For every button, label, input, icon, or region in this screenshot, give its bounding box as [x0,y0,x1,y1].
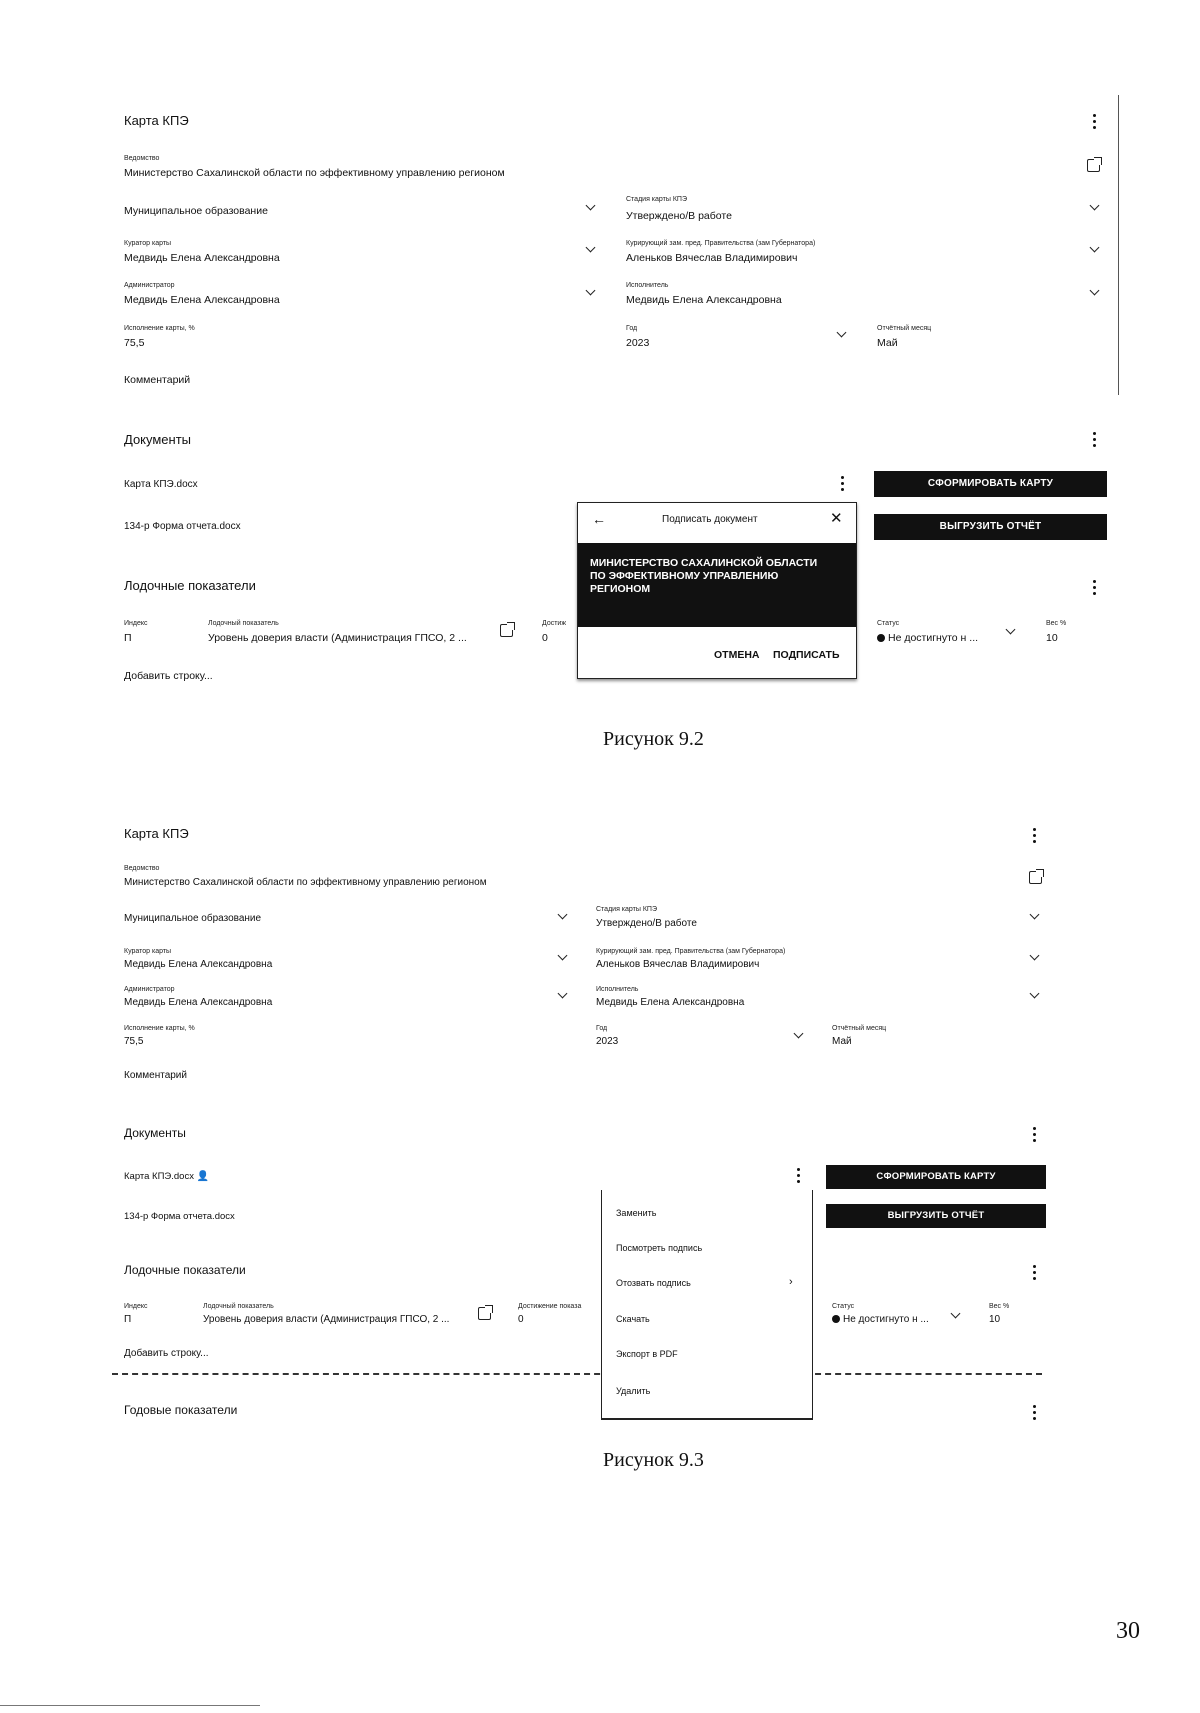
year-label: Год [596,1025,608,1032]
municipality-field[interactable]: Муниципальное образование [124,913,262,924]
col-status-header: Статус [877,620,900,627]
month-value[interactable]: Май [832,1036,852,1047]
doc-menu-icon[interactable] [841,476,844,494]
menu-item-replace[interactable]: Заменить [616,1208,657,1218]
indicators-title: Лодочные показатели [124,578,256,593]
stage-value[interactable]: Утверждено/В работе [626,210,732,222]
col-achieve-header: Достижение показа [518,1303,582,1310]
add-row-link[interactable]: Добавить строку... [124,670,213,682]
curator-value[interactable]: Медвидь Елена Александровна [124,252,280,264]
documents-title: Документы [124,432,192,447]
cell-weight: 10 [989,1314,1001,1325]
stage-label: Стадия карты КПЭ [626,196,687,203]
section-divider [112,1373,1042,1375]
year-value[interactable]: 2023 [626,337,650,349]
col-status-header: Статус [832,1303,855,1310]
month-value[interactable]: Май [877,337,898,349]
doc-item[interactable]: 134-р Форма отчета.docx [124,1211,235,1222]
form-card-button[interactable]: СФОРМИРОВАТЬ КАРТУ [826,1165,1046,1189]
col-weight-header: Вес % [1046,620,1067,627]
curator-value[interactable]: Медвидь Елена Александровна [124,959,273,970]
open-external-icon[interactable] [500,624,513,637]
annual-indicators-title: Годовые показатели [124,1403,238,1417]
col-index-header: Индекс [124,620,148,627]
curator-label: Куратор карты [124,240,172,247]
chevron-down-icon[interactable] [1091,244,1098,251]
col-achieve-header: Достиж [542,620,567,627]
chevron-down-icon[interactable] [838,329,845,336]
doc-item[interactable]: Карта КПЭ.docx 👤 [124,1171,210,1182]
col-index-header: Индекс [124,1303,148,1310]
admin-value[interactable]: Медвидь Елена Александровна [124,997,273,1008]
month-label: Отчётный месяц [877,325,932,332]
documents-title: Документы [124,1126,186,1140]
chevron-down-icon[interactable] [559,952,566,959]
open-external-icon[interactable] [1029,871,1042,884]
status-dot-icon [832,1315,840,1323]
dialog-title: Подписать документ [662,514,758,525]
documents-menu-icon[interactable] [1093,432,1096,450]
deputy-value[interactable]: Аленьков Вячеслав Владимирович [596,959,760,970]
menu-item-export-pdf[interactable]: Экспорт в PDF [616,1349,678,1359]
card-title: Карта КПЭ [124,113,189,128]
form-card-button[interactable]: СФОРМИРОВАТЬ КАРТУ [874,471,1107,497]
vedomstvo-label: Ведомство [124,865,160,872]
card-menu-icon[interactable] [1033,828,1036,846]
certificate-org: МИНИСТЕРСТВО САХАЛИНСКОЙ ОБЛАСТИ ПО ЭФФЕКТИВНОМУ УПРАВЛЕНИЮ РЕГИОНОМ [590,557,818,595]
doc-item[interactable]: Карта КПЭ.docx [124,479,198,490]
chevron-down-icon[interactable] [559,990,566,997]
card-title: Карта КПЭ [124,826,189,841]
executor-label: Исполнитель [626,282,669,289]
user-sign-icon: 👤 [196,1171,210,1182]
executor-value[interactable]: Медвидь Елена Александровна [626,294,782,306]
cell-index: П [124,1314,132,1325]
stage-value[interactable]: Утверждено/В работе [596,918,697,929]
chevron-down-icon[interactable] [1031,952,1038,959]
completion-label: Исполнение карты, % [124,1025,195,1032]
chevron-down-icon[interactable] [1031,911,1038,918]
stage-label: Стадия карты КПЭ [596,906,657,913]
sign-dialog [577,502,857,679]
close-icon[interactable]: ✕ [830,510,843,527]
chevron-down-icon[interactable] [1091,202,1098,209]
col-indicator-header: Лодочный показатель [208,620,279,627]
chevron-down-icon[interactable] [795,1030,802,1037]
chevron-down-icon[interactable] [952,1310,959,1317]
chevron-right-icon: › [789,1276,793,1288]
cell-weight: 10 [1046,632,1058,644]
figure-caption: Рисунок 9.3 [603,1449,704,1471]
export-report-button[interactable]: ВЫГРУЗИТЬ ОТЧЁТ [826,1204,1046,1228]
scan-edge-line [0,1705,260,1706]
cell-status[interactable]: Не достигнуто н ... [832,1314,929,1325]
cancel-button[interactable]: ОТМЕНА [714,649,760,661]
cell-index: П [124,632,132,644]
col-weight-header: Вес % [989,1303,1010,1310]
cell-status[interactable]: Не достигнуто н ... [877,632,978,644]
doc-item[interactable]: 134-р Форма отчета.docx [124,521,241,532]
completion-value: 75,5 [124,1036,144,1047]
year-value[interactable]: 2023 [596,1036,619,1047]
vedomstvo-value: Министерство Сахалинской области по эффективному управлению регионом [124,877,487,888]
cell-achieve: 0 [518,1314,524,1325]
menu-item-delete[interactable]: Удалить [616,1386,651,1396]
menu-item-download[interactable]: Скачать [616,1314,650,1324]
document-context-menu [601,1190,813,1420]
deputy-label: Курирующий зам. пред. Правительства (зам Губернатора) [626,240,816,247]
doc-menu-icon[interactable] [797,1168,800,1186]
comment-field[interactable]: Комментарий [124,1070,187,1081]
cell-indicator[interactable]: Уровень доверия власти (Администрация ГПСО, 2 ... [203,1314,450,1325]
figure-caption: Рисунок 9.2 [603,728,704,750]
chevron-down-icon[interactable] [587,287,594,294]
admin-value[interactable]: Медвидь Елена Александровна [124,294,280,306]
open-external-icon[interactable] [1087,159,1100,172]
executor-value[interactable]: Медвидь Елена Александровна [596,997,745,1008]
page-number: 30 [1116,1618,1140,1644]
admin-label: Администратор [124,282,175,289]
chevron-down-icon[interactable] [587,244,594,251]
deputy-value[interactable]: Аленьков Вячеслав Владимирович [626,252,798,264]
year-label: Год [626,325,638,332]
back-arrow-icon[interactable]: ← [592,511,606,527]
signature-certificate[interactable] [578,543,856,627]
menu-item-view-signature[interactable]: Посмотреть подпись [616,1243,703,1253]
export-report-button[interactable]: ВЫГРУЗИТЬ ОТЧЁТ [874,514,1107,540]
chevron-down-icon[interactable] [1091,287,1098,294]
curator-label: Куратор карты [124,948,172,955]
status-dot-icon [877,634,885,642]
admin-label: Администратор [124,986,175,993]
deputy-label: Курирующий зам. пред. Правительства (зам Губернатора) [596,948,786,955]
municipality-field[interactable]: Муниципальное образование [124,205,268,217]
scan-edge-line [1118,95,1119,395]
annual-menu-icon[interactable] [1033,1405,1036,1423]
card-menu-icon[interactable] [1093,114,1096,132]
comment-field[interactable]: Комментарий [124,374,191,386]
indicators-menu-icon[interactable] [1093,580,1096,598]
completion-value: 75,5 [124,337,145,349]
chevron-down-icon[interactable] [1031,990,1038,997]
cell-achieve: 0 [542,632,548,644]
documents-menu-icon[interactable] [1033,1127,1036,1145]
vedomstvo-label: Ведомство [124,155,160,162]
chevron-down-icon[interactable] [559,911,566,918]
open-external-icon[interactable] [478,1307,491,1320]
vedomstvo-value: Министерство Сахалинской области по эффективному управлению регионом [124,167,505,179]
completion-label: Исполнение карты, % [124,325,195,332]
chevron-down-icon[interactable] [587,202,594,209]
month-label: Отчётный месяц [832,1025,887,1032]
add-row-link[interactable]: Добавить строку... [124,1348,209,1359]
col-indicator-header: Лодочный показатель [203,1303,274,1310]
sign-button[interactable]: ПОДПИСАТЬ [773,649,840,661]
cell-indicator[interactable]: Уровень доверия власти (Администрация ГПСО, 2 ... [208,632,467,644]
indicators-title: Лодочные показатели [124,1263,246,1277]
chevron-down-icon[interactable] [1007,626,1014,633]
indicators-menu-icon[interactable] [1033,1265,1036,1283]
executor-label: Исполнитель [596,986,639,993]
menu-item-revoke-signature[interactable]: Отозвать подпись [616,1278,691,1288]
